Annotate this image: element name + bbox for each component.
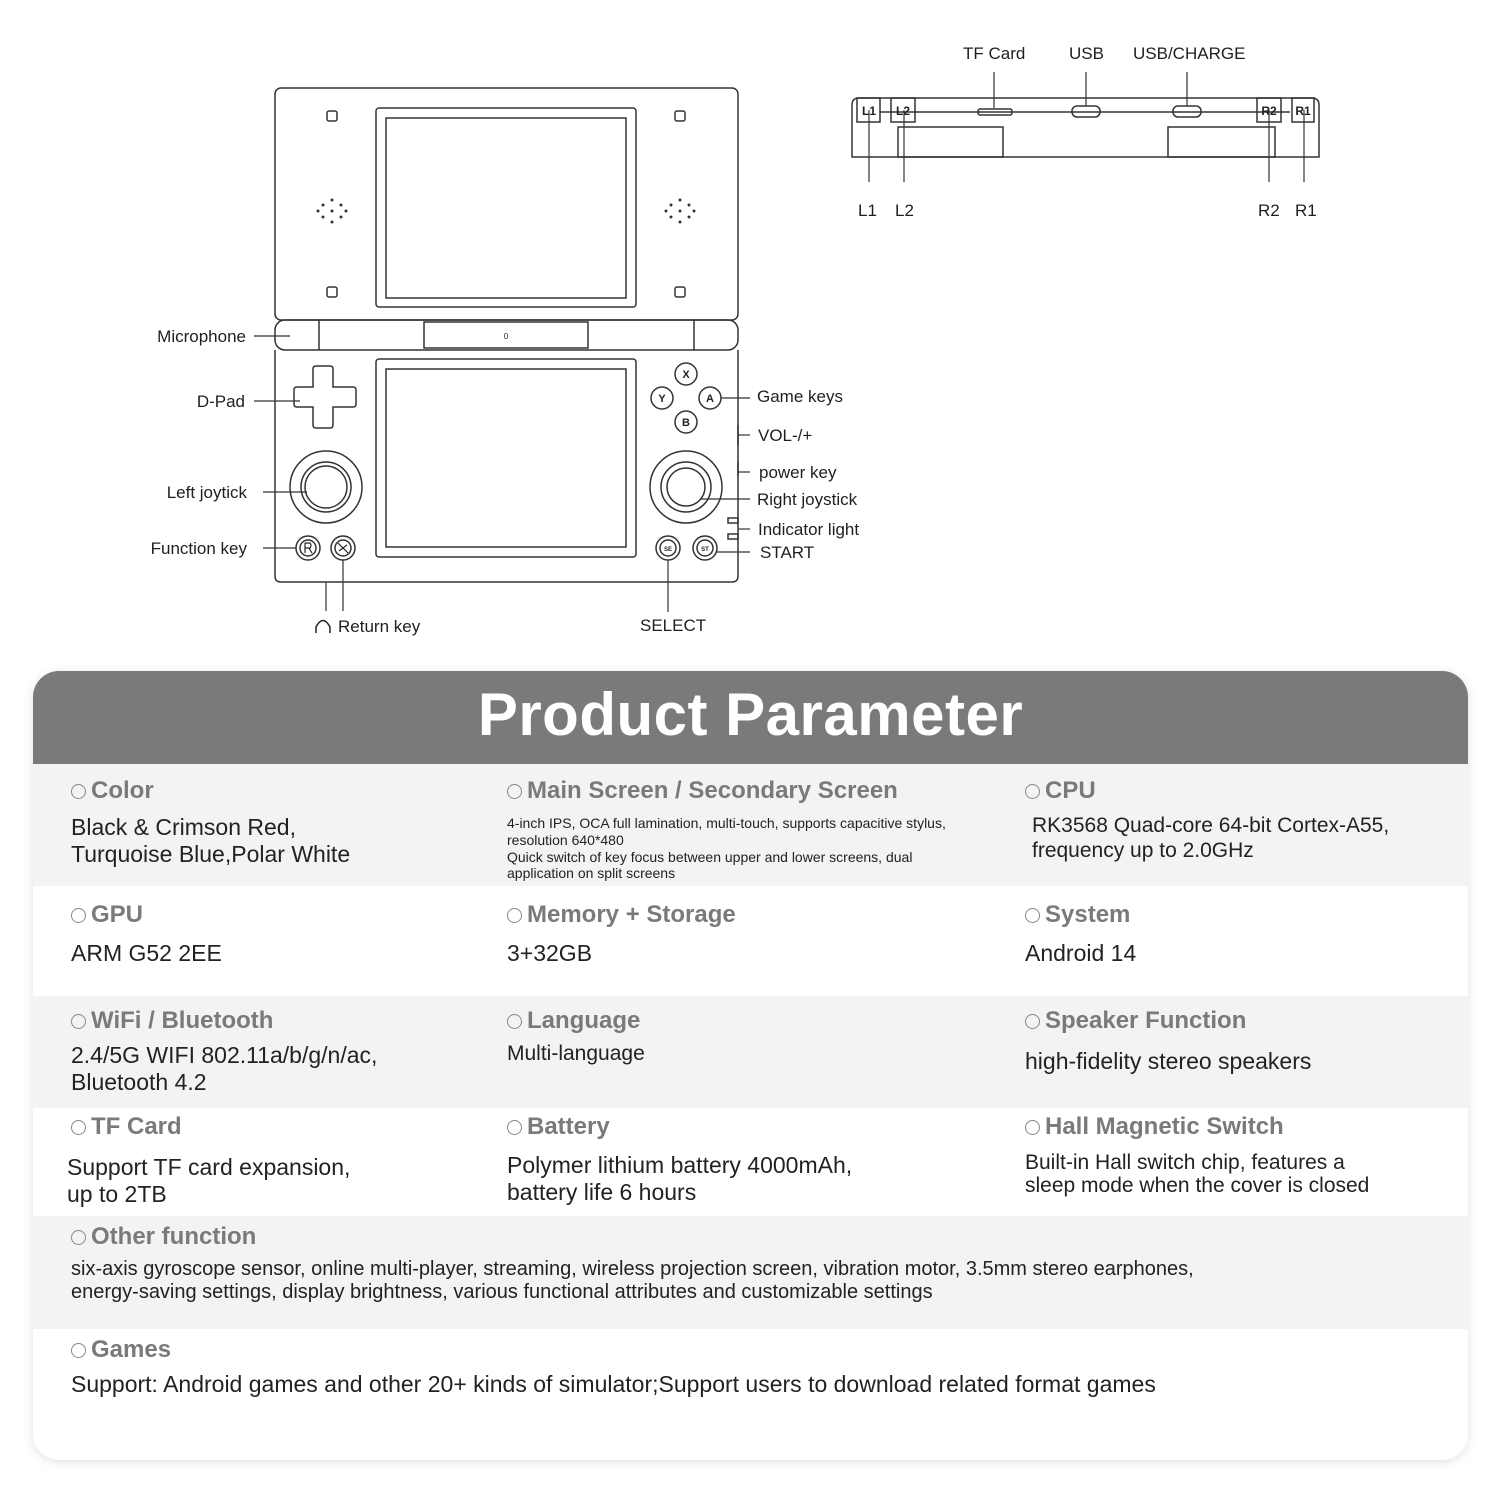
lower-screen <box>386 369 626 547</box>
label-tf-card: TF Card <box>963 44 1026 63</box>
bullet-circle-icon <box>71 908 86 923</box>
param-cpu-title: CPU <box>1045 777 1096 804</box>
label-r1: R1 <box>1295 201 1317 220</box>
param-system-title: System <box>1045 901 1131 928</box>
param-games-value: Support: Android games and other 20+ kinds of simulator;Support users to download related format games <box>71 1371 1156 1397</box>
select-button-glyph: SE <box>663 547 673 553</box>
r1-button-glyph: R1 <box>1295 104 1311 118</box>
label-select: SELECT <box>640 616 707 635</box>
bullet-circle-icon <box>71 1014 86 1029</box>
panel-title: Product Parameter <box>477 681 1024 748</box>
y-button-glyph: Y <box>658 393 666 405</box>
param-games <box>71 1338 1156 1398</box>
param-screen-title: Main Screen / Secondary Screen <box>527 777 898 804</box>
label-left-joystick: Left joytick <box>166 483 247 502</box>
upper-lid <box>275 88 738 320</box>
param-other <box>71 1225 1194 1304</box>
param-cpu <box>1025 779 1389 864</box>
param-battery-value: Polymer lithium battery 4000mAh, battery life 6 hours <box>507 1152 853 1206</box>
bullet-circle-icon <box>1025 1120 1040 1135</box>
l1-button-glyph: L1 <box>861 104 877 118</box>
param-screen <box>507 779 946 882</box>
param-hall <box>1025 1115 1369 1197</box>
dpad <box>294 366 356 428</box>
bullet-circle-icon <box>507 1014 522 1029</box>
bullet-circle-icon <box>507 1120 522 1135</box>
label-function-key: Function key <box>150 539 247 558</box>
param-system-value: Android 14 <box>1025 940 1137 966</box>
param-color-title: Color <box>91 777 154 804</box>
param-system <box>1025 903 1136 967</box>
param-hall-value: Built-in Hall switch chip, features a sleep mode when the cover is closed <box>1025 1151 1370 1198</box>
upper-screen-bezel <box>376 108 636 307</box>
bullet-circle-icon <box>507 908 522 923</box>
headphone-icon <box>316 621 330 634</box>
param-gpu-title: GPU <box>91 901 144 928</box>
param-other-value: six-axis gyroscope sensor, online multi-player, streaming, wireless projection screen, vibration motor, 3.5mm stereo earphones, energy-saving settings, display brightness, various functional attributes and customizable settings <box>71 1258 1194 1303</box>
param-speaker <box>1025 1009 1311 1075</box>
param-row-4 <box>33 1108 1468 1216</box>
label-l2: L2 <box>895 201 914 220</box>
param-memory <box>507 903 736 967</box>
param-gpu-value: ARM G52 2EE <box>71 940 222 966</box>
r2-button-glyph: R2 <box>1261 104 1277 118</box>
lower-screen-bezel <box>376 359 636 557</box>
param-battery <box>507 1115 852 1206</box>
param-games-title: Games <box>91 1336 172 1363</box>
param-memory-title: Memory + Storage <box>527 901 736 928</box>
bullet-circle-icon <box>71 1230 86 1245</box>
param-language-title: Language <box>527 1007 641 1034</box>
label-game-keys: Game keys <box>757 387 843 406</box>
left-speaker <box>317 199 348 224</box>
param-wifi-value: 2.4/5G WIFI 802.11a/b/g/n/ac, Bluetooth 4.2 <box>71 1042 378 1096</box>
label-microphone: Microphone <box>157 327 246 346</box>
param-screen-value: 4-inch IPS, OCA full lamination, multi-touch, supports capacitive stylus, resolution 640*480 Quick switch of key focus between upper and lower screens, dual application on split screens <box>507 815 946 882</box>
label-vol: VOL-/+ <box>758 426 813 445</box>
param-row-3 <box>33 996 1468 1108</box>
upper-screen <box>386 118 626 298</box>
param-row-1 <box>33 764 1468 886</box>
param-row-6 <box>33 1329 1468 1460</box>
label-usb-charge: USB/CHARGE <box>1133 44 1246 63</box>
function-glyph-icon <box>305 543 312 553</box>
param-tf-value: Support TF card expansion, up to 2TB <box>67 1154 351 1208</box>
param-tf <box>67 1113 351 1208</box>
param-row-5 <box>33 1216 1468 1329</box>
param-language-value: Multi-language <box>507 1042 645 1065</box>
label-power-key: power key <box>759 463 837 482</box>
bullet-circle-icon <box>71 1343 86 1358</box>
return-glyph-icon <box>338 543 348 553</box>
label-dpad: D-Pad <box>196 392 245 411</box>
param-language <box>507 1009 645 1067</box>
param-memory-value: 3+32GB <box>507 940 593 966</box>
param-color-value: Black & Crimson Red, Turquoise Blue,Polar White <box>71 814 351 868</box>
param-gpu <box>71 903 222 967</box>
param-other-title: Other function <box>91 1223 257 1250</box>
mic-dot-glyph: 0 <box>503 332 509 341</box>
bullet-circle-icon <box>71 1120 86 1135</box>
a-button-glyph: A <box>706 393 714 405</box>
right-speaker <box>665 199 696 224</box>
param-wifi-title: WiFi / Bluetooth <box>91 1007 274 1034</box>
label-return-key: Return key <box>338 617 421 636</box>
start-button-glyph: ST <box>701 547 709 553</box>
param-cpu-value: RK3568 Quad-core 64-bit Cortex-A55, frequency up to 2.0GHz <box>1032 814 1390 862</box>
panel-header <box>33 671 1468 764</box>
param-speaker-title: Speaker Function <box>1045 1007 1247 1034</box>
label-right-joystick: Right joystick <box>757 490 858 509</box>
label-r2: R2 <box>1258 201 1280 220</box>
param-speaker-value: high-fidelity stereo speakers <box>1025 1048 1312 1074</box>
param-wifi <box>71 1009 377 1096</box>
param-row-2 <box>33 886 1468 996</box>
param-battery-title: Battery <box>527 1113 610 1140</box>
b-button-glyph: B <box>682 417 690 429</box>
label-l1: L1 <box>858 201 877 220</box>
param-hall-title: Hall Magnetic Switch <box>1045 1113 1284 1140</box>
bullet-circle-icon <box>1025 784 1040 799</box>
param-tf-title: TF Card <box>91 1113 182 1140</box>
l2-button-glyph: L2 <box>895 104 911 118</box>
bullet-circle-icon <box>71 784 86 799</box>
param-color <box>71 779 350 868</box>
bullet-circle-icon <box>507 784 522 799</box>
label-indicator-light: Indicator light <box>758 520 860 539</box>
label-start: START <box>760 543 815 562</box>
product-parameter-panel <box>33 671 1468 1460</box>
bullet-circle-icon <box>1025 1014 1040 1029</box>
bullet-circle-icon <box>1025 908 1040 923</box>
x-button-glyph: X <box>682 369 690 381</box>
label-usb: USB <box>1069 44 1104 63</box>
